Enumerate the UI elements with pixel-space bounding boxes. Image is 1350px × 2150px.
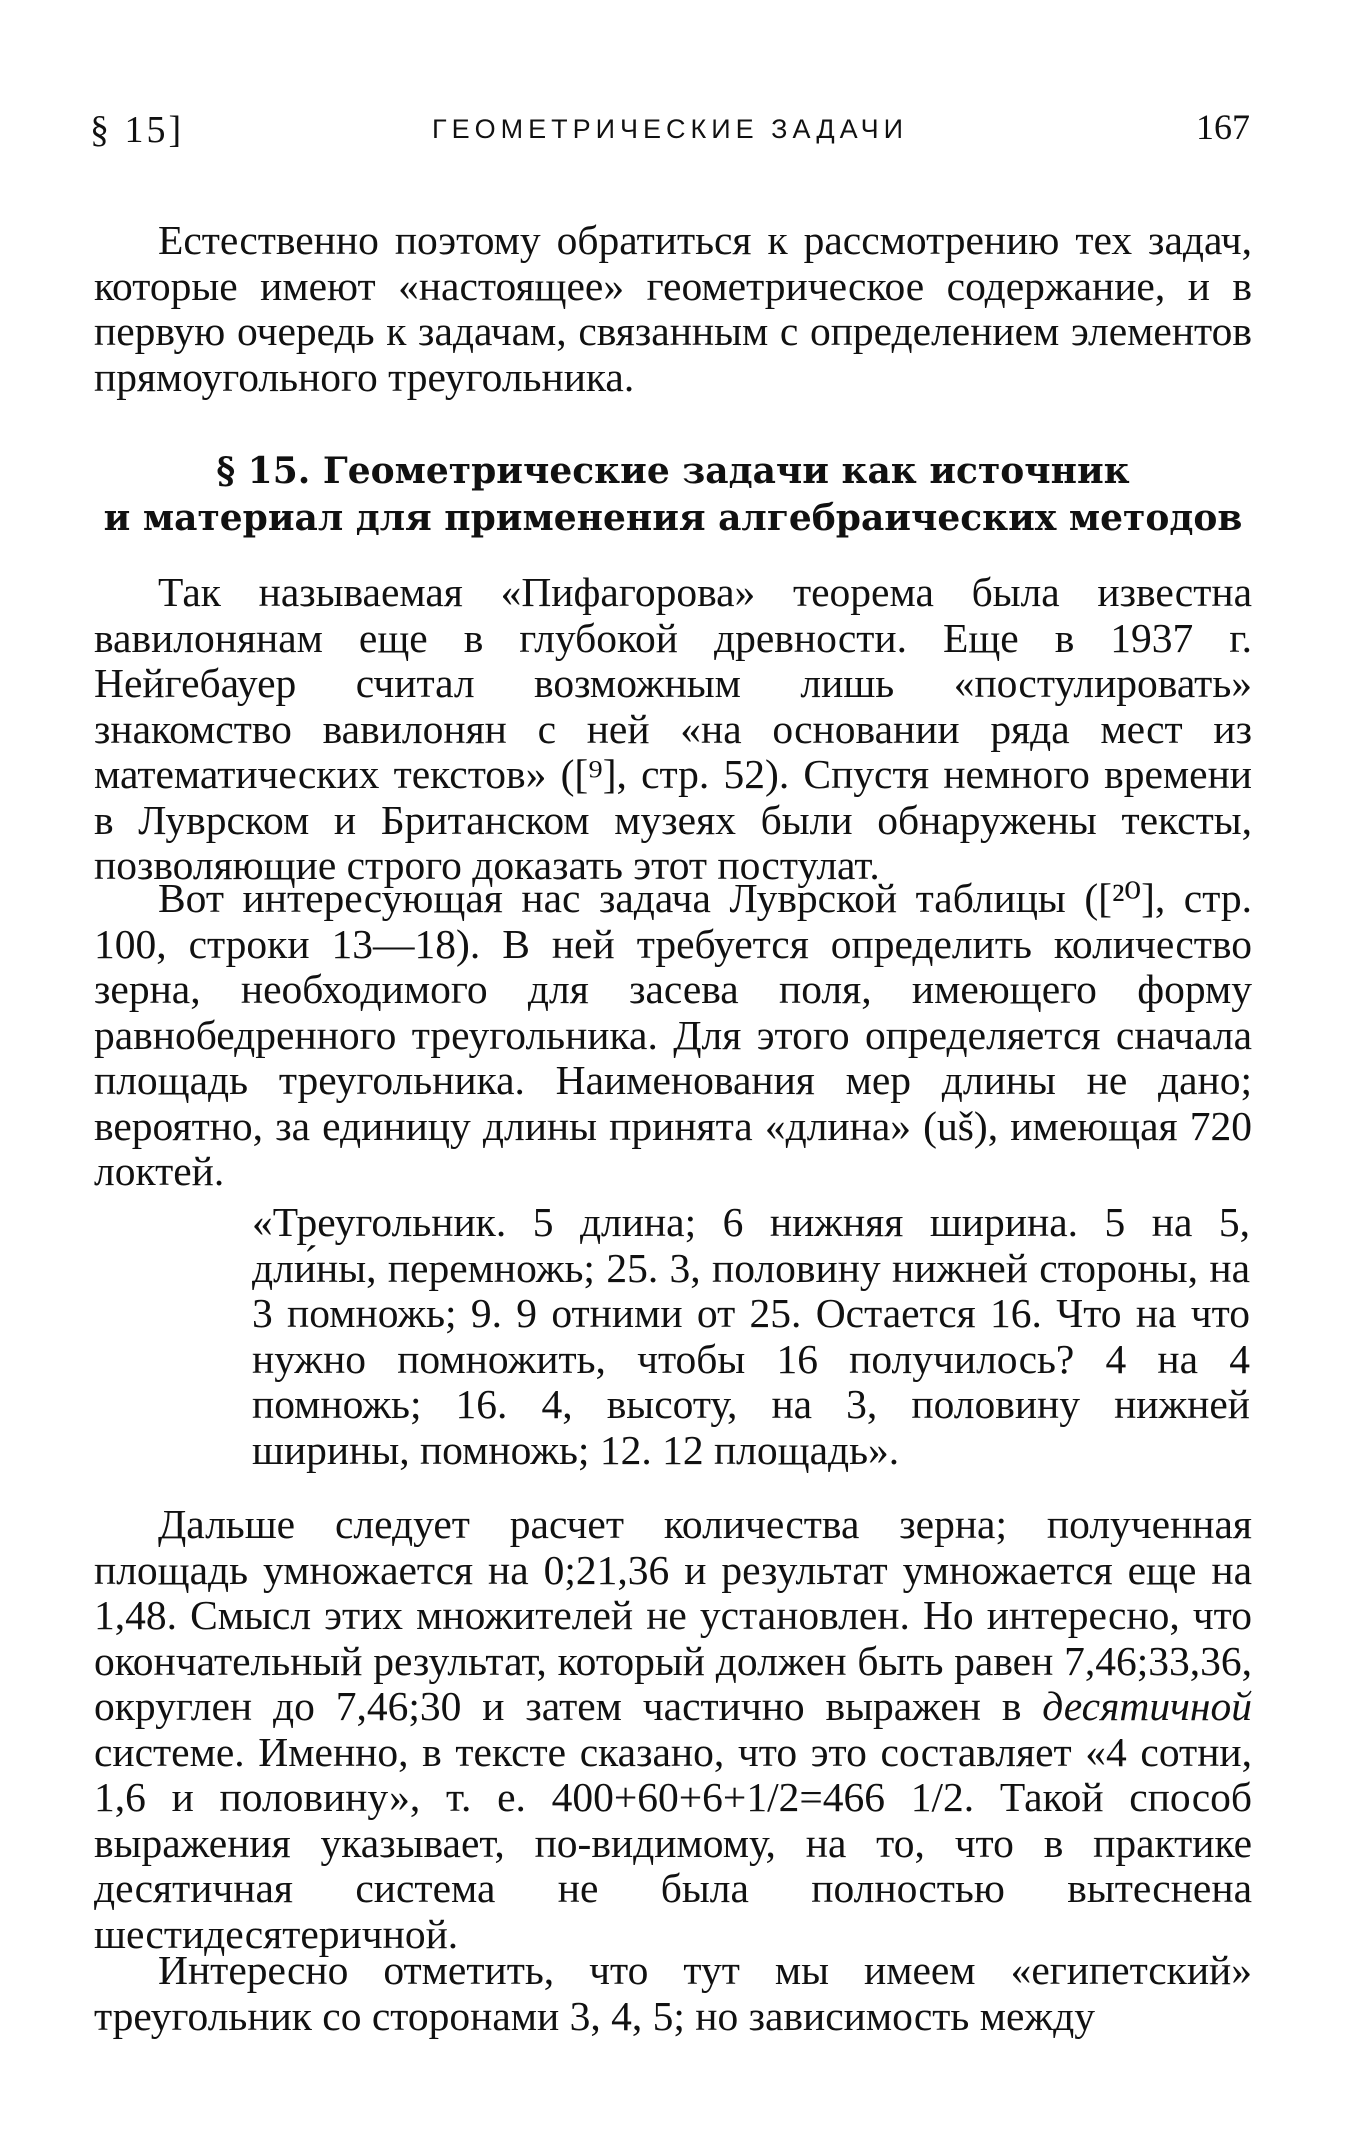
paragraph-louvre-problem: Вот интересующая нас задача Луврской таблицы ([²⁰], стр. 100, строки 13—18). В ней требуется определить количество зерна, необходимого для засева поля, имеющего форму равнобедренного треугольника. Для этого определяется сначала площадь треугольника. Наименования мер длины не дано; вероятно, за единицу длины принята «длина» (uš), имеющая 720 локтей.: [94, 875, 1252, 1194]
paragraph-grain-calculation: [94, 1502, 1252, 1957]
page-number: 167: [1196, 107, 1250, 147]
emphasis-decimal: десятичной: [1042, 1683, 1252, 1729]
quoted-tablet-text: «Треугольник. 5 длина; 6 нижняя ширина. 5 на 5, дли́ны, перемножь; 25. 3, половину нижней стороны, на 3 помножь; 9. 9 отними от 25. Остается 16. Что на что нужно помножить, чтобы 16 получилось? 4 на 4 помножь; 16. 4, высоту, на 3, половину нижней ширины, помножь; 12. 12 площадь».: [252, 1199, 1250, 1473]
paragraph-pythagorean: Так называемая «Пифагорова» теорема была известна вавилонянам еще в глубокой древности. Еще в 1937 г. Нейгебауер считал возможным лишь «постулировать» знакомство вавилонян с ней «на основании ряда мест из математических текстов» ([⁹], стр. 52). Спустя немного времени в Луврском и Британском музеях были обнаружены тексты, позволяющие строго доказать этот постулат.: [94, 569, 1252, 888]
section-heading-line-1: § 15. Геометрические задачи как источник: [216, 450, 1130, 492]
running-head-section: § 15]: [90, 109, 185, 151]
section-heading: [94, 448, 1252, 542]
paragraph-egyptian-triangle: Интересно отметить, что тут мы имеем «египетский» треугольник со сторонами 3, 4, 5; но зависимость между: [94, 1947, 1252, 2039]
paragraph-4-part-1: Дальше следует расчет количества зерна; полученная площадь умножается на 0;21,36 и результат умножается еще на 1,48. Смысл этих множителей не установлен. Но интересно, что окончательный результат, который должен быть равен 7,46;33,36, округлен до 7,46;30 и затем частично выражен в: [94, 1501, 1252, 1729]
section-heading-line-2: и материал для применения алгебраических методов: [103, 497, 1243, 539]
paragraph-intro: Естественно поэтому обратиться к рассмотрению тех задач, которые имеют «настоящее» геометрическое содержание, и в первую очередь к задачам, связанным с определением элементов прямоугольного треугольника.: [94, 217, 1252, 400]
paragraph-4-part-2: системе. Именно, в тексте сказано, что это составляет «4 сотни, 1,6 и половину», т. е. 400+60+6+1/2=466 1/2. Такой способ выражения указывает, по-видимому, на то, что в практике десятичная система не была полностью вытеснена шестидесятеричной.: [94, 1728, 1252, 1957]
running-head-title: ГЕОМЕТРИЧЕСКИЕ ЗАДАЧИ: [432, 114, 908, 144]
running-head: [90, 108, 1250, 158]
